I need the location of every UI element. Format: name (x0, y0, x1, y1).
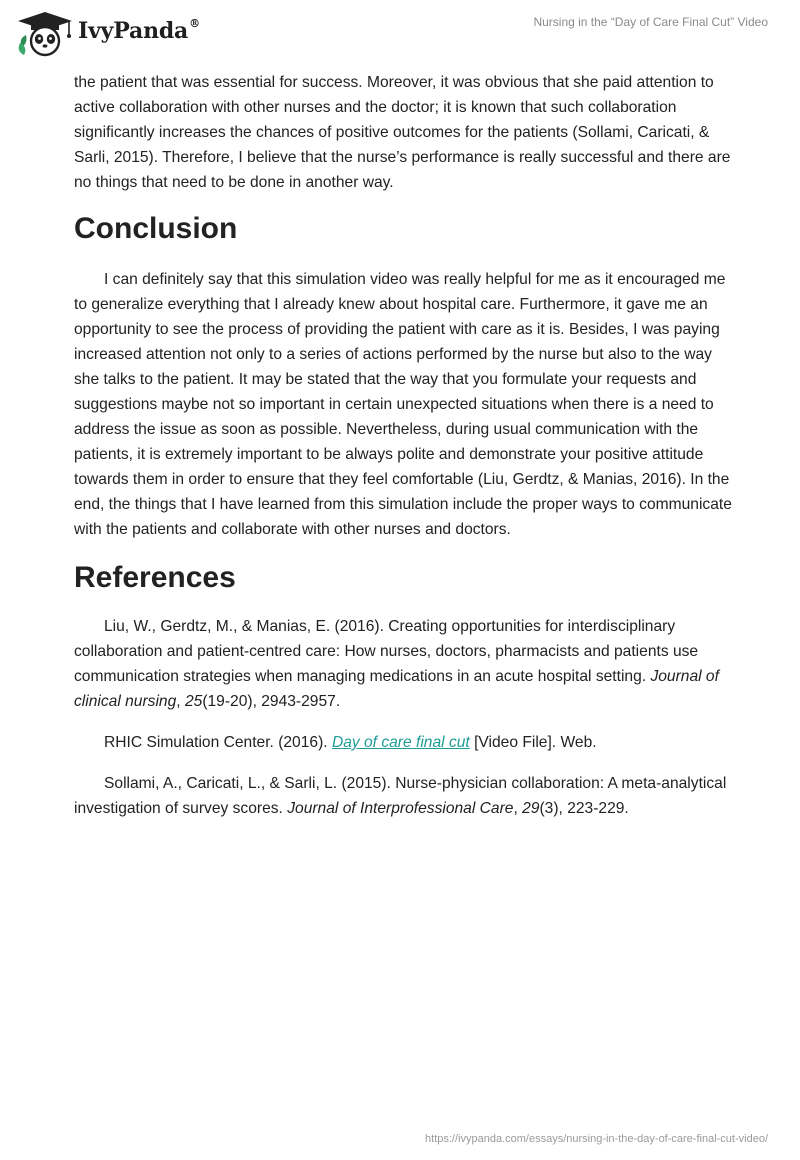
document-title: Nursing in the “Day of Care Final Cut” Video (533, 15, 768, 29)
journal-title: Journal of clinical nursing (74, 668, 719, 710)
intro-paragraph: the patient that was essential for success. Moreover, it was obvious that she paid attention to active collaboration with other nurses and the doctor; it is known that such collaboration significantly increases the chances of positive outcomes for the patients (Sollami, Caricati, & Sarli, 2015). Therefore, I believe that the nurse’s performance is really successful and there are no things that need to be done in another way. (74, 74, 731, 191)
journal-volume: 25 (184, 693, 203, 710)
essay-content (74, 70, 734, 837)
ivypanda-logo-icon[interactable] (14, 9, 76, 57)
reference-item: Liu, W., Gerdtz, M., & Manias, E. (2016). Creating opportunities for interdisciplinary collaboration and patient-centred care: How nurses, doctors, pharmacists and patients use communication strategies when managing medications in an acute hospital setting. Journal of clinical nursing, 25(19-20), 2943-2957. (74, 618, 719, 710)
reference-item: Sollami, A., Caricati, L., & Sarli, L. (2015). Nurse-physician collaboration: A meta-analytical investigation of survey scores. Journal of Interprofessional Care, 29(3), 223-229. (74, 775, 727, 817)
reference-item: RHIC Simulation Center. (2016). Day of care final cut [Video File]. Web. (104, 734, 597, 751)
journal-volume: 29 (522, 800, 540, 817)
brand-name[interactable]: IvyPanda® (78, 16, 200, 44)
conclusion-heading: Conclusion (74, 212, 238, 245)
journal-title: Journal of Interprofessional Care (287, 800, 514, 817)
footer-url[interactable]: https://ivypanda.com/essays/nursing-in-the-day-of-care-final-cut-video/ (425, 1133, 768, 1145)
conclusion-paragraph: I can definitely say that this simulation video was really helpful for me as it encouraged me to generalize everything that I already knew about hospital care. Furthermore, it gave me an opportunity to see the process of providing the patient with care as it is. Besides, I was paying increased attention not only to a series of actions performed by the nurse but also to the way she talks to the patient. It may be stated that the way that you formulate your requests and suggestions maybe not so important in certain unexpected situations when there is a need to address the issue as soon as possible. Nevertheless, during usual communication with the patients, it is extremely important to be always polite and demonstrate your positive attitude towards them in order to ensure that they feel comfortable (Liu, Gerdtz, & Manias, 2016). In the end, the things that I have learned from this simulation include the proper ways to communicate with the patients and collaborate with other nurses and doctors. (74, 271, 732, 538)
page-header (0, 0, 800, 64)
video-link[interactable]: Day of care final cut (331, 734, 470, 751)
references-heading: References (74, 561, 236, 594)
